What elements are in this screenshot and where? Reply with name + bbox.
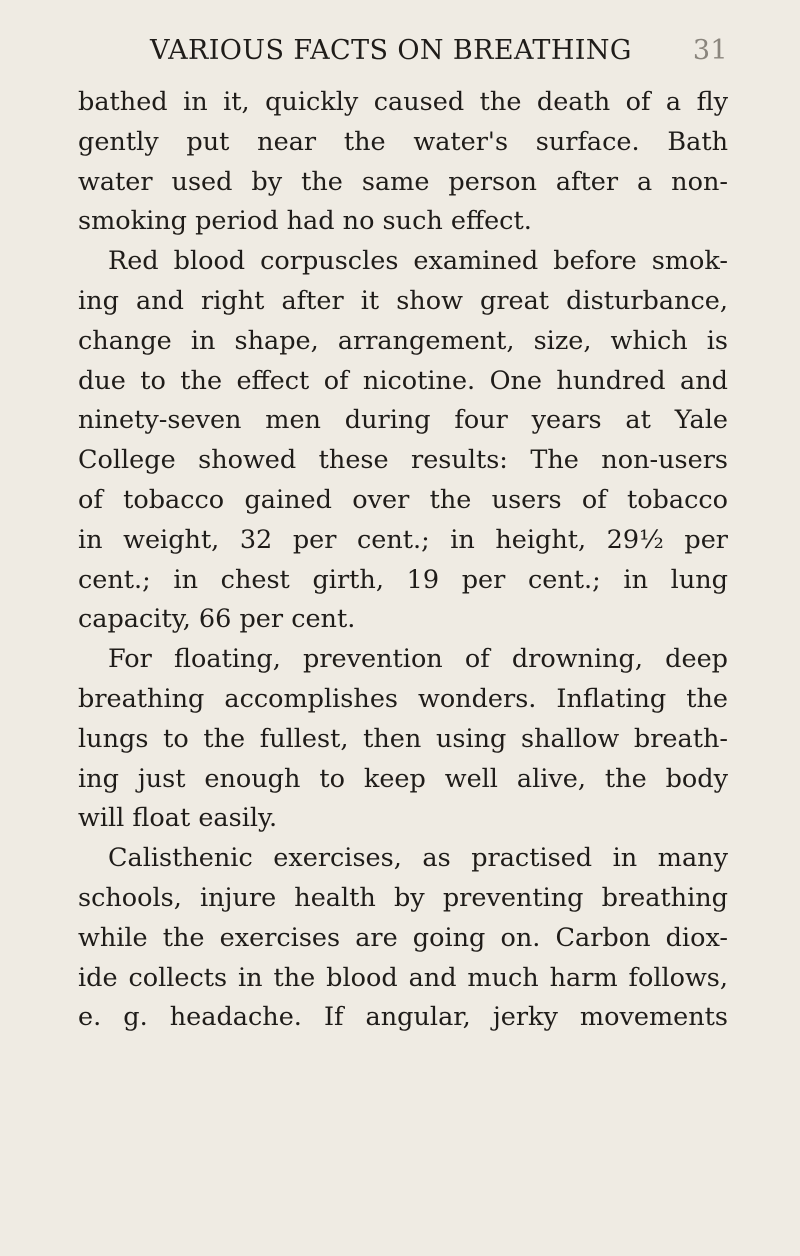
text-line: change in shape, arrangement, size, which is bbox=[78, 325, 728, 356]
paragraph bbox=[78, 839, 728, 1038]
text-line: smoking period had no such effect. bbox=[78, 206, 532, 237]
text-line: e. g. headache. If angular, jerky movements bbox=[78, 1002, 728, 1033]
text-line: Calisthenic exercises, as practised in many bbox=[108, 843, 728, 874]
text-line: ninety-seven men during four years at Yale bbox=[78, 405, 728, 436]
text-line: while the exercises are going on. Carbon diox- bbox=[78, 922, 728, 953]
text-line: gently put near the water's surface. Bath bbox=[78, 126, 728, 157]
running-head bbox=[78, 30, 728, 70]
text-line: bathed in it, quickly caused the death of a fly bbox=[78, 87, 728, 117]
text-line: of tobacco gained over the users of tobacco bbox=[78, 484, 728, 515]
text-line: College showed these results: The non-users bbox=[78, 445, 728, 476]
body-text bbox=[78, 83, 728, 1038]
running-head-title: VARIOUS FACTS ON BREATHING bbox=[150, 34, 632, 66]
paragraph bbox=[78, 640, 728, 839]
paragraph bbox=[78, 83, 728, 242]
page-number: 31 bbox=[692, 34, 728, 66]
text-line: water used by the same person after a non- bbox=[78, 166, 728, 197]
text-line: Red blood corpuscles examined before smok- bbox=[108, 246, 728, 277]
text-line: schools, injure health by preventing breathing bbox=[78, 882, 728, 913]
text-line: ide collects in the blood and much harm follows, bbox=[78, 962, 728, 993]
text-line: ing just enough to keep well alive, the body bbox=[78, 763, 728, 794]
paragraph bbox=[78, 242, 728, 640]
text-line: ing and right after it show great disturbance, bbox=[78, 285, 728, 316]
text-line: breathing accomplishes wonders. Inflating the bbox=[78, 683, 728, 714]
text-line: will float easily. bbox=[78, 803, 278, 834]
text-line: For floating, prevention of drowning, deep bbox=[108, 644, 728, 675]
text-line: capacity, 66 per cent. bbox=[78, 604, 356, 635]
text-line: due to the effect of nicotine. One hundred and bbox=[78, 365, 728, 396]
text-line: lungs to the fullest, then using shallow breath- bbox=[78, 723, 728, 754]
text-line: in weight, 32 per cent.; in height, 29½ per bbox=[78, 524, 728, 555]
text-line: cent.; in chest girth, 19 per cent.; in lung bbox=[78, 564, 728, 595]
